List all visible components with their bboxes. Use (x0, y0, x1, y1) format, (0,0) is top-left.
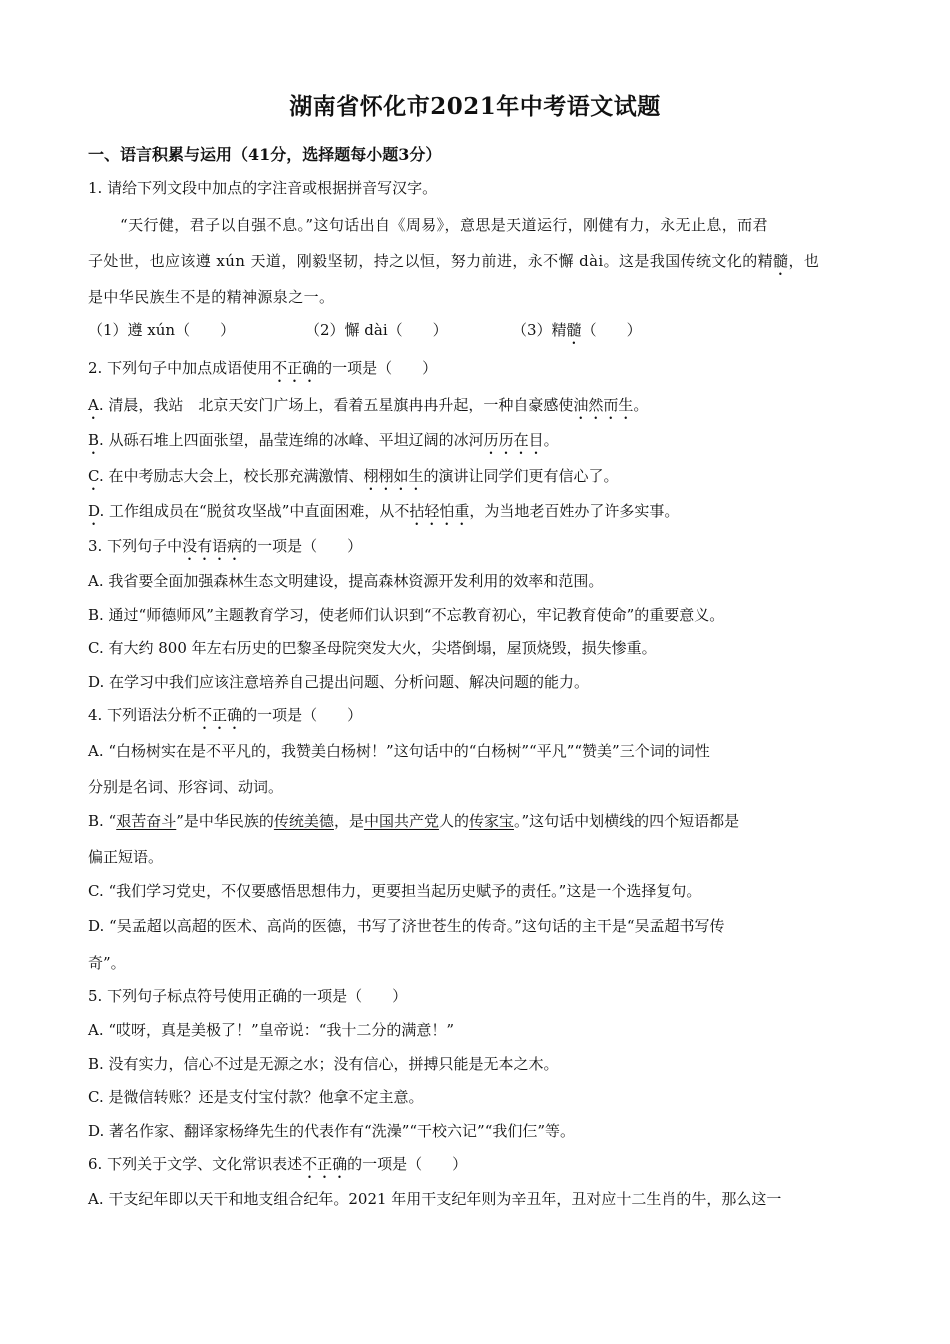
q2-option-c (88, 466, 619, 494)
q4-b-underlined-1: 艰苦奋斗 (116, 812, 177, 830)
question-4-stem (88, 705, 362, 733)
q6-stem-a: 6. 下列关于文学、文化常识表述 (88, 1155, 303, 1173)
q2-a-post: 。 (633, 396, 649, 414)
q4-b-underlined-3: 中国共产党 (363, 812, 439, 830)
question-3-stem (88, 536, 362, 564)
q2-b-letter: B. (88, 431, 104, 449)
q5-option-b: B. 没有实力，信心不过是无源之水；没有信心，拼搏只能是无本之木。 (88, 1055, 559, 1073)
q2-c-post: 的演讲让同学们更有信心了。 (423, 467, 619, 485)
q5-option-a: A. “哎呀，真是美极了！”皇帝说：“我十二分的满意！” (88, 1021, 455, 1039)
question-5-stem: 5. 下列句子标点符号使用正确的一项是（ ） (88, 987, 408, 1005)
q2-option-b (88, 430, 559, 458)
q2-b-post: 。 (543, 431, 559, 449)
q4-b-pre: B. “ (88, 812, 117, 830)
q2-b-pre: 从砾石堆上四面张望，晶莹连绵的冰峰、平坦辽阔的冰河 (103, 431, 484, 449)
q4-option-a-line-2: 分别是名词、形容词、动词。 (88, 778, 284, 796)
q5-option-c: C. 是微信转账？还是支付宝付款？他拿不定主意。 (88, 1088, 424, 1106)
q2-c-letter: C. (88, 467, 104, 485)
q1-sub-3-c: （ ） (581, 321, 642, 339)
question-1-stem: 1. 请给下列文段中加点的字注音或根据拼音写汉字。 (88, 179, 438, 197)
q3-option-d: D. 在学习中我们应该注意培养自己提出问题、分析问题、解决问题的能力。 (88, 673, 590, 691)
q1-sub-3-dotted: 髓 (566, 321, 582, 339)
q1-sub-3-a: （3）精 (512, 321, 567, 339)
q2-c-idiom: 栩栩如生 (363, 467, 424, 485)
q3-stem-c: 的一项是（ ） (242, 537, 363, 555)
q6-option-a: A. 干支纪年即以天干和地支组合纪年。2021 年用干支纪年则为辛丑年，丑对应十二生肖的牛，那么这一 (88, 1190, 782, 1208)
q4-option-d-line-2: 奇”。 (88, 954, 126, 972)
q4-b-mid-2: ，是 (333, 812, 364, 830)
q1-sub-3 (512, 320, 642, 348)
q2-a-pre: 清晨，我站 北京天安门广场上，看着五星旗冉冉升起，一种自豪感使 (103, 396, 574, 414)
q3-stem-a: 3. 下列句子中 (88, 537, 183, 555)
q2-d-pre: 工作组成员在“脱贫攻坚战”中直面困难，从不 (104, 502, 410, 520)
q2-a-idiom: 油然而生 (573, 396, 634, 414)
page-title: 湖南省怀化市2021年中考语文试题 (289, 93, 661, 120)
q2-stem-a: 2. 下列句子中加点成语使用 (88, 359, 273, 377)
q2-d-post: ，为当地老百姓办了许多实事。 (469, 502, 680, 520)
q4-option-d-line-1: D. “吴孟超以高超的医术、高尚的医德，书写了济世苍生的传奇。”这句话的主干是“吴孟超书写传 (88, 917, 725, 935)
q4-option-b-line-1 (88, 811, 739, 831)
q2-stem-c: 的一项是（ ） (317, 359, 438, 377)
q1-passage-line-2-c: ，也 (788, 252, 820, 270)
q4-b-underlined-4: 传家宝 (468, 812, 514, 830)
q2-option-a (88, 395, 648, 423)
question-6-stem (88, 1154, 467, 1182)
q3-option-b: B. 通过“师德师风”主题教育学习，使老师们认识到“不忘教育初心，牢记教育使命”的重要意义。 (88, 606, 725, 624)
q6-stem-c: 的一项是（ ） (347, 1155, 468, 1173)
section-heading: 一、语言积累与运用（41分，选择题每小题3分） (88, 145, 442, 164)
q2-option-d (88, 501, 679, 529)
q1-passage-line-3: 是中华民族生不是的精神源泉之一。 (88, 288, 335, 306)
q3-option-a: A. 我省要全面加强森林生态文明建设，提高森林资源开发利用的效率和范围。 (88, 572, 604, 590)
q4-b-mid-1: ”是中华民族的 (176, 812, 274, 830)
q1-passage-line-1: “天行健，君子以自强不息。”这句话出自《周易》，意思是天道运行，刚健有力，永无止息，而君 (120, 216, 768, 234)
q3-option-c: C. 有大约 800 年左右历史的巴黎圣母院突发大火，尖塔倒塌，屋顶烧毁，损失惨重。 (88, 639, 657, 657)
q4-b-mid-3: 人的 (438, 812, 469, 830)
q6-stem-emph: 不正确 (302, 1155, 348, 1173)
q2-b-idiom: 历历在目 (483, 431, 544, 449)
q1-passage-line-2-a: 子处世，也应该遵 xún 天道，刚毅坚韧，持之以恒，努力前进，永不懈 dài。这是我国传统文化的精 (88, 252, 774, 270)
question-2-stem (88, 358, 437, 386)
q2-d-idiom: 拈轻怕重 (409, 502, 470, 520)
q5-option-d: D. 著名作家、翻译家杨绛先生的代表作有“洗澡”“干校六记”“我们仨”等。 (88, 1122, 576, 1140)
q2-d-letter: D. (88, 502, 105, 520)
q2-stem-emph: 不正确 (272, 359, 318, 377)
q4-stem-c: 的一项是（ ） (242, 706, 363, 724)
q1-sub-1: （1）遵 xún（ ） (88, 321, 236, 339)
q1-dotted-char: 髓 (773, 252, 789, 270)
q4-option-b-line-2: 偏正短语。 (88, 848, 164, 866)
q1-passage-line-2 (88, 251, 819, 279)
q4-stem-emph: 不正确 (197, 706, 243, 724)
q2-a-letter: A. (88, 396, 104, 414)
q4-b-underlined-2: 传统美德 (273, 812, 334, 830)
q4-stem-a: 4. 下列语法分析 (88, 706, 198, 724)
q1-sub-2: （2）懈 dài（ ） (305, 321, 448, 339)
q4-option-a-line-1: A. “白杨树实在是不平凡的，我赞美白杨树！”这句话中的“白杨树”“平凡”“赞美”三个词的词性 (88, 742, 710, 760)
q4-b-mid-4: 。”这句话中划横线的四个短语都是 (514, 812, 740, 830)
q2-c-pre: 在中考励志大会上，校长那充满激情、 (103, 467, 364, 485)
q3-stem-emph: 没有语病 (182, 537, 243, 555)
q4-option-c: C. “我们学习党史，不仅要感悟思想伟力，更要担当起历史赋予的责任。”这是一个选择复句。 (88, 882, 702, 900)
